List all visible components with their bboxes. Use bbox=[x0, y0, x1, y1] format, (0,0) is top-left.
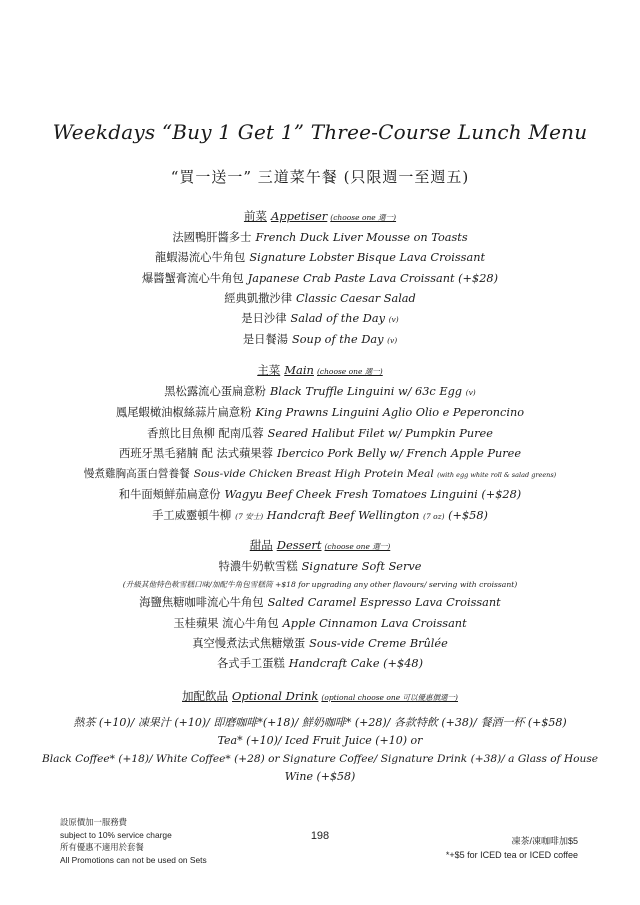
drink-line-en: Wine (+$58) bbox=[284, 770, 356, 783]
menu-item: 真空慢煮法式焦糖燉蛋 Sous-vide Creme Brûlée bbox=[192, 636, 448, 650]
menu-item: 各式手工蛋糕 Handcraft Cake (+$48) bbox=[216, 657, 423, 671]
menu-item: 黑松露流心蛋扁意粉 Black Truffle Linguini w/ 63c Egg (v) bbox=[164, 385, 476, 398]
drink-line-en: Black Coffee* (+18)/ White Coffee* (+28) or Signature Coffee/ Signature Drink (+38)/ a Glass of House bbox=[41, 753, 599, 765]
main-section bbox=[0, 360, 640, 527]
page-number: 198 bbox=[310, 830, 330, 842]
menu-item: 香煎比目魚柳 配南瓜蓉 Seared Halibut Filet w/ Pumpkin Puree bbox=[147, 426, 493, 440]
drink-heading: 加配飲品 Optional Drink (optional choose one 可以優惠價選一) bbox=[182, 689, 458, 703]
menu-item: 是日餐湯 Soup of the Day (v) bbox=[242, 333, 398, 347]
menu-item: 經典凱撒沙律 Classic Caesar Salad bbox=[224, 291, 416, 305]
menu-item: 海鹽焦糖咖啡流心牛角包 Salted Caramel Espresso Lava Croissant bbox=[139, 596, 501, 610]
dessert-heading: 甜品 Dessert (choose one 選一) bbox=[249, 538, 391, 552]
menu-title-zh: “買一送一” 三道菜午餐 (只限週一至週五) bbox=[170, 168, 470, 186]
dessert-section bbox=[0, 535, 640, 674]
menu-item: 玉桂蘋果 流心牛角包 Apple Cinnamon Lava Croissant bbox=[173, 616, 467, 630]
drink-line-zh: 熱茶 (+10)/ 凍果汁 (+10)/ 即磨咖啡*(+18)/ 鮮奶咖啡* (+28)/ 各款特飲 (+38)/ 餐酒一杯 (+$58) bbox=[73, 716, 567, 729]
menu-item: 法國鴨肝醬多士 French Duck Liver Mousse on Toasts bbox=[172, 231, 468, 244]
iced-drink-note: 凍茶/凍咖啡加$5 *+$5 for ICED tea or ICED coffee bbox=[445, 836, 578, 860]
menu-item: 是日沙律 Salad of the Day (v) bbox=[241, 312, 399, 326]
appetiser-section bbox=[0, 206, 640, 352]
menu-item: 特濃牛奶軟雪糕 Signature Soft Serve bbox=[218, 560, 422, 573]
menu-item: 西班牙黑毛豬腩 配 法式蘋果蓉 Ibercico Pork Belly w/ French Apple Puree bbox=[118, 446, 522, 460]
menu-item: 手工威靈頓牛柳 (7 安士) Handcraft Beef Wellington (7 oz) (+$58) bbox=[152, 508, 488, 522]
menu-item: 和牛面頰鮮茄扁意份 Wagyu Beef Cheek Fresh Tomatoes Linguini (+$28) bbox=[118, 488, 522, 502]
menu-item: 龍蝦湯流心牛角包 Signature Lobster Bisque Lava Croissant bbox=[154, 251, 486, 265]
appetiser-heading: 前菜 Appetiser (choose one 選一) bbox=[243, 209, 397, 223]
menu-title-en: Weekdays “Buy 1 Get 1” Three-Course Lunch Menu bbox=[52, 120, 588, 144]
drink-line-en: Tea* (+10)/ Iced Fruit Juice (+10) or bbox=[217, 734, 423, 747]
main-heading: 主菜 Main (choose one 選一) bbox=[257, 363, 383, 377]
menu-item: 鳳尾蝦橄油椒絲蒜片扁意粉 King Prawns Linguini Aglio Olio e Peperoncino bbox=[115, 406, 525, 420]
menu-item: 慢煮雞胸高蛋白營養餐 Sous-vide Chicken Breast High Protein Meal (with egg white roll & salad greens) bbox=[83, 468, 557, 481]
drink-section bbox=[0, 686, 640, 786]
footer-notes: 設原價加一服務費 subject to 10% service charge 所有優惠不適用於套餐 All Promotions can not be used on Sets bbox=[60, 817, 207, 865]
menu-item: 爆醬蟹膏流心牛角包 Japanese Crab Paste Lava Croissant (+$28) bbox=[142, 271, 498, 285]
soft-serve-upgrade-note: (升級其他特色軟雪糕口味/加配牛角包雪糕筒 +$18 for upgrading any other flavours/ serving with croissant) bbox=[122, 580, 518, 590]
